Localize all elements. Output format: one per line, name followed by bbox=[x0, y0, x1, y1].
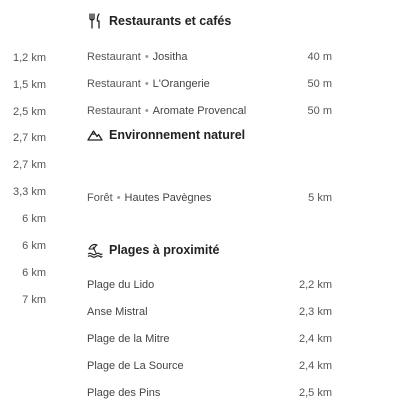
item-distance: 2,2 km bbox=[298, 279, 332, 291]
item-distance: 50 m bbox=[307, 105, 332, 117]
list-item[interactable] bbox=[87, 387, 332, 399]
distance-value: 6 km bbox=[22, 267, 46, 279]
distance-value: 7 km bbox=[22, 294, 46, 306]
section-title: Plages à proximité bbox=[109, 243, 220, 257]
item-name: Hautes Pavègnes bbox=[124, 192, 212, 204]
section-heading-restaurants bbox=[87, 13, 231, 29]
item-distance: 2,3 km bbox=[298, 306, 332, 318]
distance-value: 1,5 km bbox=[12, 79, 46, 91]
list-item[interactable] bbox=[87, 51, 332, 63]
section-title: Restaurants et cafés bbox=[109, 14, 232, 28]
list-item[interactable] bbox=[87, 78, 332, 90]
item-name: Aromate Provencal bbox=[152, 105, 247, 117]
item-name: Jositha bbox=[152, 51, 188, 63]
item-name: Plage de La Source bbox=[87, 360, 184, 372]
item-name: L'Orangerie bbox=[152, 78, 210, 90]
item-category: Restaurant bbox=[87, 105, 141, 117]
list-item[interactable] bbox=[87, 306, 332, 318]
distance-value: 2,7 km bbox=[12, 159, 46, 171]
section-heading-beaches bbox=[87, 242, 219, 258]
item-distance: 2,5 km bbox=[298, 387, 332, 399]
separator-dot: • bbox=[144, 105, 149, 117]
item-category: Restaurant bbox=[87, 51, 141, 63]
item-category: Forêt bbox=[87, 192, 113, 204]
list-item[interactable] bbox=[87, 360, 332, 372]
list-item[interactable] bbox=[87, 279, 332, 291]
list-item[interactable] bbox=[87, 192, 332, 204]
item-category: Restaurant bbox=[87, 78, 141, 90]
distance-value: 2,7 km bbox=[12, 132, 46, 144]
section-heading-nature bbox=[87, 127, 245, 143]
list-item[interactable] bbox=[87, 333, 332, 345]
item-distance: 5 km bbox=[308, 192, 332, 204]
item-name: Plage de la Mitre bbox=[87, 333, 170, 345]
separator-dot: • bbox=[144, 78, 149, 90]
distance-value: 3,3 km bbox=[12, 186, 46, 198]
list-item[interactable] bbox=[87, 105, 332, 117]
section-title: Environnement naturel bbox=[109, 128, 246, 142]
distance-value: 6 km bbox=[22, 213, 46, 225]
distance-value: 2,5 km bbox=[12, 106, 46, 118]
item-distance: 2,4 km bbox=[298, 360, 332, 372]
item-name: Anse Mistral bbox=[87, 306, 148, 318]
separator-dot: • bbox=[144, 51, 149, 63]
item-distance: 2,4 km bbox=[298, 333, 332, 345]
item-distance: 40 m bbox=[307, 51, 332, 63]
item-distance: 50 m bbox=[307, 78, 332, 90]
item-name: Plage des Pins bbox=[87, 387, 161, 399]
beach-icon bbox=[87, 242, 103, 258]
distance-value: 1,2 km bbox=[12, 52, 46, 64]
item-name: Plage du Lido bbox=[87, 279, 155, 291]
mountain-icon bbox=[87, 127, 103, 143]
separator-dot: • bbox=[116, 192, 121, 204]
fork-knife-icon bbox=[87, 13, 103, 29]
distance-value: 6 km bbox=[22, 240, 46, 252]
